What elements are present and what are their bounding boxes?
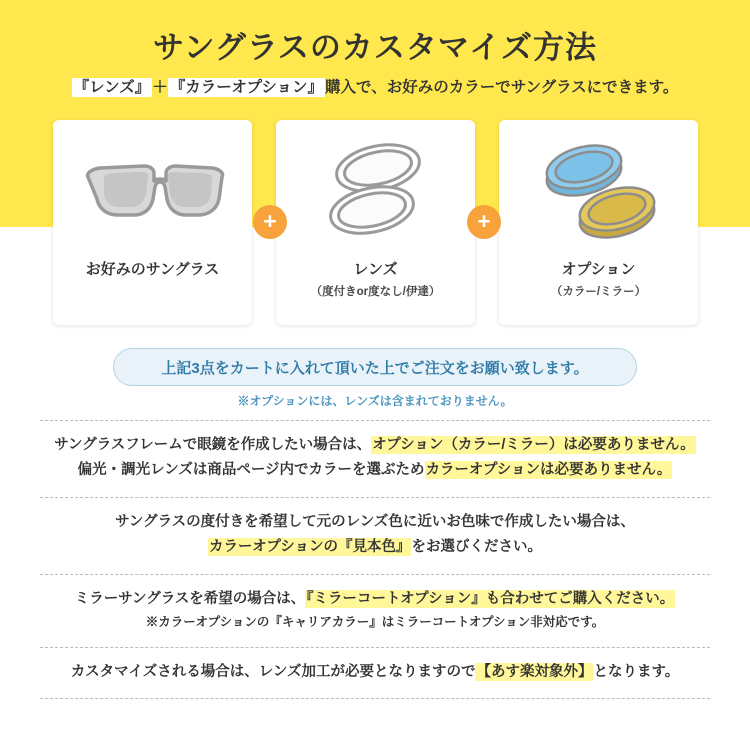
note-line xyxy=(40,612,710,634)
note-line xyxy=(40,535,710,560)
divider xyxy=(40,698,710,699)
note-text-highlight: 【あす楽対象外】 xyxy=(476,663,593,680)
note-line xyxy=(40,433,710,458)
note-block xyxy=(40,421,710,497)
option-note: ※オプションには、レンズは含まれておりません。 xyxy=(237,394,513,408)
note-line xyxy=(40,458,710,483)
note-block xyxy=(40,575,710,647)
note-text: をお選びください。 xyxy=(411,539,542,556)
note-block xyxy=(40,648,710,698)
plus-icon-2: + xyxy=(467,205,501,239)
card-sub-option: （カラー/ミラー） xyxy=(550,286,647,299)
card-label-sunglasses: お好みのサングラス xyxy=(85,261,220,278)
note-text-highlight: カラーオプションの『見本色』 xyxy=(209,539,411,556)
notes-section xyxy=(40,420,710,699)
note-line xyxy=(40,510,710,535)
subtitle-part-lens: 『レンズ』 xyxy=(73,79,151,96)
note-text: ミラーサングラスを希望の場合は、 xyxy=(74,590,306,607)
note-text-highlight: カラーオプションは必要ありません。 xyxy=(425,462,672,479)
note-line xyxy=(40,660,710,685)
note-text: カスタマイズされる場合は、レンズ加工が必要となりますので xyxy=(70,663,476,680)
note-text-highlight: オプション（カラー/ミラー）は必要ありません。 xyxy=(372,437,695,453)
note-line xyxy=(40,587,710,612)
card-label-lens: レンズ xyxy=(353,261,398,278)
note-text: 偏光・調光レンズは商品ページ内でカラーを選ぶため xyxy=(77,462,425,479)
note-text: サングラスフレームで眼鏡を作成したい場合は、 xyxy=(54,437,372,453)
subtitle-part-coloroption: 『カラーオプション』 xyxy=(169,79,324,96)
note-text: となります。 xyxy=(593,663,680,680)
card-label-option: オプション xyxy=(561,261,636,278)
subtitle-part-plus: ＋ xyxy=(152,79,168,96)
note-block xyxy=(40,498,710,574)
plus-icon-1: + xyxy=(253,205,287,239)
subtitle-part-tail: 購入で、お好みのカラーでサングラスにできます。 xyxy=(325,79,679,96)
card-sub-lens: （度付きor度なし/伊達） xyxy=(310,286,441,299)
card-lens xyxy=(276,120,475,325)
color-option-discs-icon xyxy=(499,120,698,260)
note-text: サングラスの度付きを希望して元のレンズ色に近いお色味で作成したい場合は、 xyxy=(115,513,635,530)
lens-pair-icon xyxy=(276,120,475,260)
order-instruction-pill: 上記3点をカートに入れて頂いた上でご注文をお願い致します。 xyxy=(113,348,637,386)
note-text-highlight: 『ミラーコートオプション』も合わせてご購入ください。 xyxy=(306,590,675,607)
sunglasses-frame-icon xyxy=(53,120,252,260)
product-card-list xyxy=(53,120,698,325)
card-option xyxy=(499,120,698,325)
page-subtitle xyxy=(0,75,750,97)
card-sunglasses xyxy=(53,120,252,325)
note-text: ※カラーオプションの『キャリアカラー』はミラーコートオプション非対応です。 xyxy=(145,614,605,629)
page-title: サングラスのカスタマイズ方法 xyxy=(153,30,597,65)
